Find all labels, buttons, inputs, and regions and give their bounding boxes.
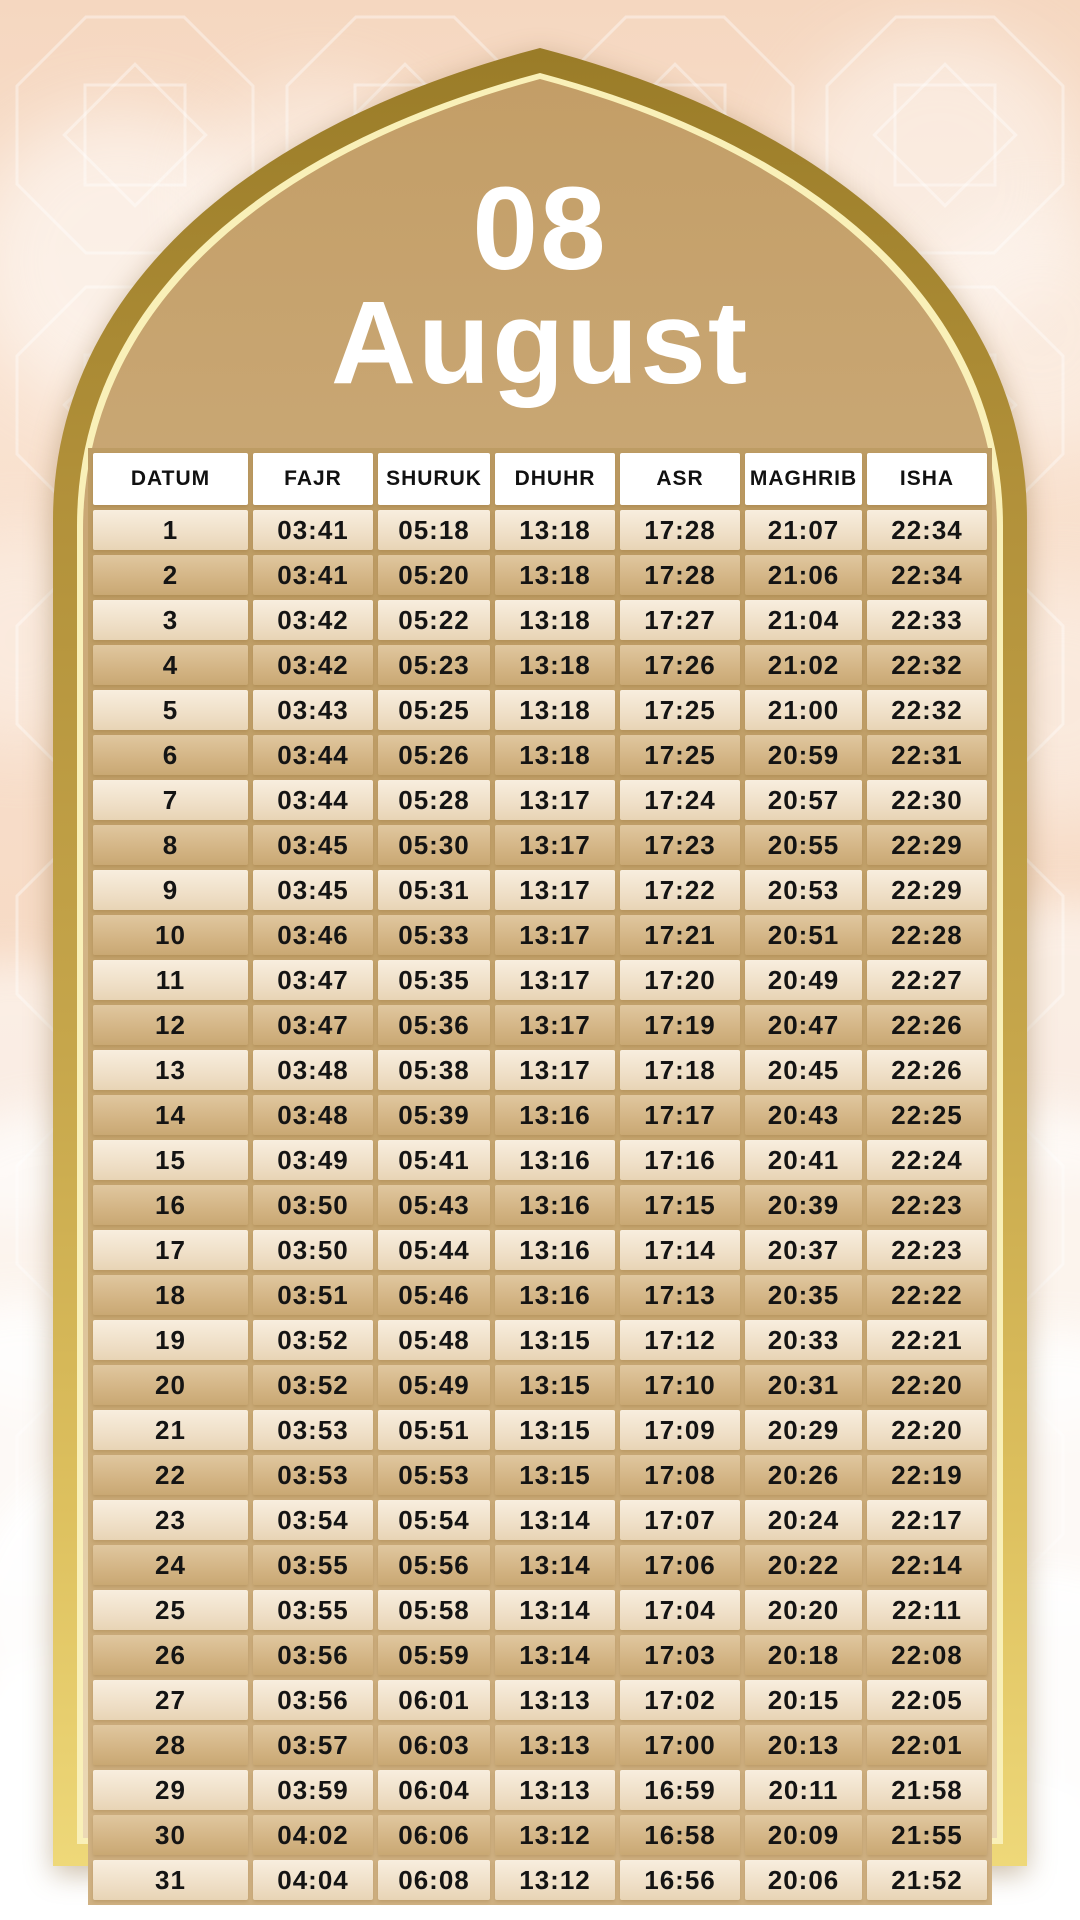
time-cell: 21:07 xyxy=(745,510,862,550)
time-cell: 03:46 xyxy=(253,915,373,955)
date-cell: 10 xyxy=(93,915,248,955)
time-cell: 05:33 xyxy=(378,915,490,955)
time-cell: 13:14 xyxy=(495,1590,615,1630)
time-cell: 20:24 xyxy=(745,1500,862,1540)
time-cell: 21:04 xyxy=(745,600,862,640)
time-cell: 17:17 xyxy=(620,1095,740,1135)
table-row xyxy=(93,870,987,910)
time-cell: 17:09 xyxy=(620,1410,740,1450)
time-cell: 13:17 xyxy=(495,1005,615,1045)
time-cell: 20:47 xyxy=(745,1005,862,1045)
table-row xyxy=(93,1185,987,1225)
time-cell: 22:25 xyxy=(867,1095,987,1135)
time-cell: 16:56 xyxy=(620,1860,740,1900)
time-cell: 22:17 xyxy=(867,1500,987,1540)
time-cell: 22:32 xyxy=(867,645,987,685)
table-row xyxy=(93,1680,987,1720)
time-cell: 03:52 xyxy=(253,1320,373,1360)
time-cell: 03:57 xyxy=(253,1725,373,1765)
time-cell: 03:45 xyxy=(253,870,373,910)
time-cell: 20:35 xyxy=(745,1275,862,1315)
time-cell: 03:56 xyxy=(253,1680,373,1720)
time-cell: 22:27 xyxy=(867,960,987,1000)
time-cell: 20:13 xyxy=(745,1725,862,1765)
date-cell: 15 xyxy=(93,1140,248,1180)
time-cell: 22:11 xyxy=(867,1590,987,1630)
time-cell: 22:33 xyxy=(867,600,987,640)
date-cell: 22 xyxy=(93,1455,248,1495)
time-cell: 22:14 xyxy=(867,1545,987,1585)
time-cell: 13:16 xyxy=(495,1185,615,1225)
column-header: FAJR xyxy=(253,453,373,505)
date-cell: 14 xyxy=(93,1095,248,1135)
time-cell: 17:08 xyxy=(620,1455,740,1495)
time-cell: 03:59 xyxy=(253,1770,373,1810)
time-cell: 20:55 xyxy=(745,825,862,865)
time-cell: 05:38 xyxy=(378,1050,490,1090)
time-cell: 13:17 xyxy=(495,870,615,910)
time-cell: 03:54 xyxy=(253,1500,373,1540)
time-cell: 22:26 xyxy=(867,1005,987,1045)
time-cell: 06:06 xyxy=(378,1815,490,1855)
time-cell: 20:06 xyxy=(745,1860,862,1900)
time-cell: 13:15 xyxy=(495,1410,615,1450)
time-cell: 05:31 xyxy=(378,870,490,910)
time-cell: 06:08 xyxy=(378,1860,490,1900)
date-cell: 26 xyxy=(93,1635,248,1675)
time-cell: 05:25 xyxy=(378,690,490,730)
date-cell: 24 xyxy=(93,1545,248,1585)
time-cell: 05:20 xyxy=(378,555,490,595)
time-cell: 03:48 xyxy=(253,1095,373,1135)
time-cell: 21:02 xyxy=(745,645,862,685)
time-cell: 17:00 xyxy=(620,1725,740,1765)
time-cell: 17:07 xyxy=(620,1500,740,1540)
time-cell: 17:15 xyxy=(620,1185,740,1225)
column-header: DHUHR xyxy=(495,453,615,505)
time-cell: 13:16 xyxy=(495,1230,615,1270)
time-cell: 21:00 xyxy=(745,690,862,730)
time-cell: 03:44 xyxy=(253,735,373,775)
date-cell: 8 xyxy=(93,825,248,865)
date-cell: 13 xyxy=(93,1050,248,1090)
time-cell: 05:46 xyxy=(378,1275,490,1315)
time-cell: 05:43 xyxy=(378,1185,490,1225)
time-cell: 22:05 xyxy=(867,1680,987,1720)
table-row xyxy=(93,1815,987,1855)
time-cell: 22:26 xyxy=(867,1050,987,1090)
column-header: SHURUK xyxy=(378,453,490,505)
table-row xyxy=(93,735,987,775)
time-cell: 03:45 xyxy=(253,825,373,865)
time-cell: 22:23 xyxy=(867,1230,987,1270)
time-cell: 05:36 xyxy=(378,1005,490,1045)
time-cell: 03:42 xyxy=(253,645,373,685)
table-row xyxy=(93,1365,987,1405)
time-cell: 13:12 xyxy=(495,1815,615,1855)
date-cell: 23 xyxy=(93,1500,248,1540)
column-header: ASR xyxy=(620,453,740,505)
month-number: 08 xyxy=(472,163,608,295)
time-cell: 21:52 xyxy=(867,1860,987,1900)
time-cell: 17:18 xyxy=(620,1050,740,1090)
date-cell: 4 xyxy=(93,645,248,685)
time-cell: 05:26 xyxy=(378,735,490,775)
table-row xyxy=(93,1860,987,1900)
time-cell: 20:18 xyxy=(745,1635,862,1675)
time-cell: 22:19 xyxy=(867,1455,987,1495)
time-cell: 03:42 xyxy=(253,600,373,640)
date-cell: 1 xyxy=(93,510,248,550)
time-cell: 13:16 xyxy=(495,1140,615,1180)
time-cell: 17:20 xyxy=(620,960,740,1000)
time-cell: 20:53 xyxy=(745,870,862,910)
column-header: DATUM xyxy=(93,453,248,505)
time-cell: 13:15 xyxy=(495,1320,615,1360)
time-cell: 06:01 xyxy=(378,1680,490,1720)
table-row xyxy=(93,1005,987,1045)
time-cell: 17:10 xyxy=(620,1365,740,1405)
date-cell: 25 xyxy=(93,1590,248,1630)
date-cell: 29 xyxy=(93,1770,248,1810)
time-cell: 22:29 xyxy=(867,870,987,910)
time-cell: 13:15 xyxy=(495,1455,615,1495)
time-cell: 22:29 xyxy=(867,825,987,865)
date-cell: 3 xyxy=(93,600,248,640)
time-cell: 22:31 xyxy=(867,735,987,775)
time-cell: 13:18 xyxy=(495,690,615,730)
date-cell: 19 xyxy=(93,1320,248,1360)
time-cell: 05:30 xyxy=(378,825,490,865)
time-cell: 20:51 xyxy=(745,915,862,955)
time-cell: 20:39 xyxy=(745,1185,862,1225)
time-cell: 03:55 xyxy=(253,1545,373,1585)
table-row xyxy=(93,1140,987,1180)
table-row xyxy=(93,1410,987,1450)
time-cell: 13:14 xyxy=(495,1545,615,1585)
date-cell: 21 xyxy=(93,1410,248,1450)
time-cell: 17:12 xyxy=(620,1320,740,1360)
table-row xyxy=(93,510,987,550)
time-cell: 06:03 xyxy=(378,1725,490,1765)
table-body xyxy=(93,510,987,1900)
time-cell: 22:23 xyxy=(867,1185,987,1225)
time-cell: 20:49 xyxy=(745,960,862,1000)
date-cell: 12 xyxy=(93,1005,248,1045)
date-cell: 11 xyxy=(93,960,248,1000)
date-cell: 16 xyxy=(93,1185,248,1225)
time-cell: 22:30 xyxy=(867,780,987,820)
time-cell: 17:13 xyxy=(620,1275,740,1315)
table-row xyxy=(93,1050,987,1090)
time-cell: 16:59 xyxy=(620,1770,740,1810)
time-cell: 17:26 xyxy=(620,645,740,685)
month-title xyxy=(0,163,1080,409)
time-cell: 20:43 xyxy=(745,1095,862,1135)
time-cell: 20:41 xyxy=(745,1140,862,1180)
table-row xyxy=(93,1500,987,1540)
time-cell: 04:04 xyxy=(253,1860,373,1900)
time-cell: 13:15 xyxy=(495,1365,615,1405)
time-cell: 17:21 xyxy=(620,915,740,955)
time-cell: 22:21 xyxy=(867,1320,987,1360)
table-row xyxy=(93,1095,987,1135)
date-cell: 17 xyxy=(93,1230,248,1270)
time-cell: 03:56 xyxy=(253,1635,373,1675)
date-cell: 2 xyxy=(93,555,248,595)
time-cell: 05:22 xyxy=(378,600,490,640)
table-header-row xyxy=(93,453,987,505)
table-row xyxy=(93,1455,987,1495)
time-cell: 20:11 xyxy=(745,1770,862,1810)
time-cell: 13:16 xyxy=(495,1275,615,1315)
time-cell: 21:58 xyxy=(867,1770,987,1810)
table-row xyxy=(93,600,987,640)
time-cell: 20:09 xyxy=(745,1815,862,1855)
time-cell: 20:37 xyxy=(745,1230,862,1270)
date-cell: 5 xyxy=(93,690,248,730)
time-cell: 13:17 xyxy=(495,780,615,820)
table-row xyxy=(93,915,987,955)
table-row xyxy=(93,780,987,820)
time-cell: 03:51 xyxy=(253,1275,373,1315)
date-cell: 7 xyxy=(93,780,248,820)
time-cell: 04:02 xyxy=(253,1815,373,1855)
date-cell: 18 xyxy=(93,1275,248,1315)
table-row xyxy=(93,960,987,1000)
date-cell: 28 xyxy=(93,1725,248,1765)
date-cell: 20 xyxy=(93,1365,248,1405)
time-cell: 05:56 xyxy=(378,1545,490,1585)
time-cell: 20:26 xyxy=(745,1455,862,1495)
time-cell: 13:17 xyxy=(495,825,615,865)
date-cell: 9 xyxy=(93,870,248,910)
time-cell: 20:31 xyxy=(745,1365,862,1405)
time-cell: 05:53 xyxy=(378,1455,490,1495)
time-cell: 06:04 xyxy=(378,1770,490,1810)
table-row xyxy=(93,1275,987,1315)
time-cell: 20:59 xyxy=(745,735,862,775)
time-cell: 17:27 xyxy=(620,600,740,640)
time-cell: 13:14 xyxy=(495,1635,615,1675)
time-cell: 16:58 xyxy=(620,1815,740,1855)
time-cell: 05:58 xyxy=(378,1590,490,1630)
date-cell: 30 xyxy=(93,1815,248,1855)
time-cell: 13:18 xyxy=(495,600,615,640)
table-row xyxy=(93,1590,987,1630)
time-cell: 20:20 xyxy=(745,1590,862,1630)
time-cell: 05:59 xyxy=(378,1635,490,1675)
time-cell: 20:29 xyxy=(745,1410,862,1450)
table-row xyxy=(93,1230,987,1270)
time-cell: 17:16 xyxy=(620,1140,740,1180)
time-cell: 13:16 xyxy=(495,1095,615,1135)
time-cell: 22:20 xyxy=(867,1410,987,1450)
table-row xyxy=(93,825,987,865)
time-cell: 17:06 xyxy=(620,1545,740,1585)
table-row xyxy=(93,1635,987,1675)
time-cell: 03:52 xyxy=(253,1365,373,1405)
time-cell: 03:53 xyxy=(253,1455,373,1495)
table-row xyxy=(93,690,987,730)
time-cell: 13:13 xyxy=(495,1770,615,1810)
time-cell: 05:18 xyxy=(378,510,490,550)
table-row xyxy=(93,1725,987,1765)
time-cell: 22:22 xyxy=(867,1275,987,1315)
time-cell: 05:44 xyxy=(378,1230,490,1270)
time-cell: 17:28 xyxy=(620,555,740,595)
time-cell: 05:39 xyxy=(378,1095,490,1135)
time-cell: 13:12 xyxy=(495,1860,615,1900)
time-cell: 22:24 xyxy=(867,1140,987,1180)
time-cell: 05:49 xyxy=(378,1365,490,1405)
date-cell: 31 xyxy=(93,1860,248,1900)
time-cell: 13:18 xyxy=(495,510,615,550)
time-cell: 17:03 xyxy=(620,1635,740,1675)
time-cell: 20:33 xyxy=(745,1320,862,1360)
time-cell: 05:51 xyxy=(378,1410,490,1450)
month-name: August xyxy=(330,277,750,409)
time-cell: 05:41 xyxy=(378,1140,490,1180)
table-row xyxy=(93,1545,987,1585)
table-row xyxy=(93,555,987,595)
time-cell: 22:34 xyxy=(867,555,987,595)
time-cell: 03:48 xyxy=(253,1050,373,1090)
table-row xyxy=(93,645,987,685)
table-row xyxy=(93,1320,987,1360)
time-cell: 13:17 xyxy=(495,1050,615,1090)
time-cell: 05:48 xyxy=(378,1320,490,1360)
date-cell: 27 xyxy=(93,1680,248,1720)
time-cell: 17:22 xyxy=(620,870,740,910)
time-cell: 13:13 xyxy=(495,1680,615,1720)
time-cell: 20:45 xyxy=(745,1050,862,1090)
time-cell: 17:19 xyxy=(620,1005,740,1045)
time-cell: 17:14 xyxy=(620,1230,740,1270)
time-cell: 22:34 xyxy=(867,510,987,550)
table-row xyxy=(93,1770,987,1810)
time-cell: 17:25 xyxy=(620,735,740,775)
time-cell: 13:18 xyxy=(495,735,615,775)
time-cell: 22:32 xyxy=(867,690,987,730)
time-cell: 03:41 xyxy=(253,510,373,550)
time-cell: 03:55 xyxy=(253,1590,373,1630)
time-cell: 17:02 xyxy=(620,1680,740,1720)
time-cell: 17:24 xyxy=(620,780,740,820)
time-cell: 03:44 xyxy=(253,780,373,820)
time-cell: 13:18 xyxy=(495,645,615,685)
time-cell: 17:04 xyxy=(620,1590,740,1630)
date-cell: 6 xyxy=(93,735,248,775)
time-cell: 22:28 xyxy=(867,915,987,955)
column-header: ISHA xyxy=(867,453,987,505)
time-cell: 03:49 xyxy=(253,1140,373,1180)
time-cell: 17:28 xyxy=(620,510,740,550)
time-cell: 03:50 xyxy=(253,1230,373,1270)
time-cell: 22:20 xyxy=(867,1365,987,1405)
time-cell: 13:17 xyxy=(495,960,615,1000)
time-cell: 03:50 xyxy=(253,1185,373,1225)
time-cell: 21:06 xyxy=(745,555,862,595)
time-cell: 22:08 xyxy=(867,1635,987,1675)
time-cell: 17:23 xyxy=(620,825,740,865)
time-cell: 03:47 xyxy=(253,960,373,1000)
time-cell: 20:22 xyxy=(745,1545,862,1585)
time-cell: 22:01 xyxy=(867,1725,987,1765)
time-cell: 13:14 xyxy=(495,1500,615,1540)
time-cell: 05:35 xyxy=(378,960,490,1000)
time-cell: 13:18 xyxy=(495,555,615,595)
time-cell: 03:53 xyxy=(253,1410,373,1450)
time-cell: 20:57 xyxy=(745,780,862,820)
time-cell: 03:41 xyxy=(253,555,373,595)
prayer-times-table xyxy=(88,448,992,1905)
column-header: MAGHRIB xyxy=(745,453,862,505)
time-cell: 21:55 xyxy=(867,1815,987,1855)
time-cell: 05:54 xyxy=(378,1500,490,1540)
time-cell: 13:17 xyxy=(495,915,615,955)
time-cell: 17:25 xyxy=(620,690,740,730)
time-cell: 13:13 xyxy=(495,1725,615,1765)
time-cell: 05:23 xyxy=(378,645,490,685)
time-cell: 03:43 xyxy=(253,690,373,730)
time-cell: 05:28 xyxy=(378,780,490,820)
time-cell: 03:47 xyxy=(253,1005,373,1045)
time-cell: 20:15 xyxy=(745,1680,862,1720)
